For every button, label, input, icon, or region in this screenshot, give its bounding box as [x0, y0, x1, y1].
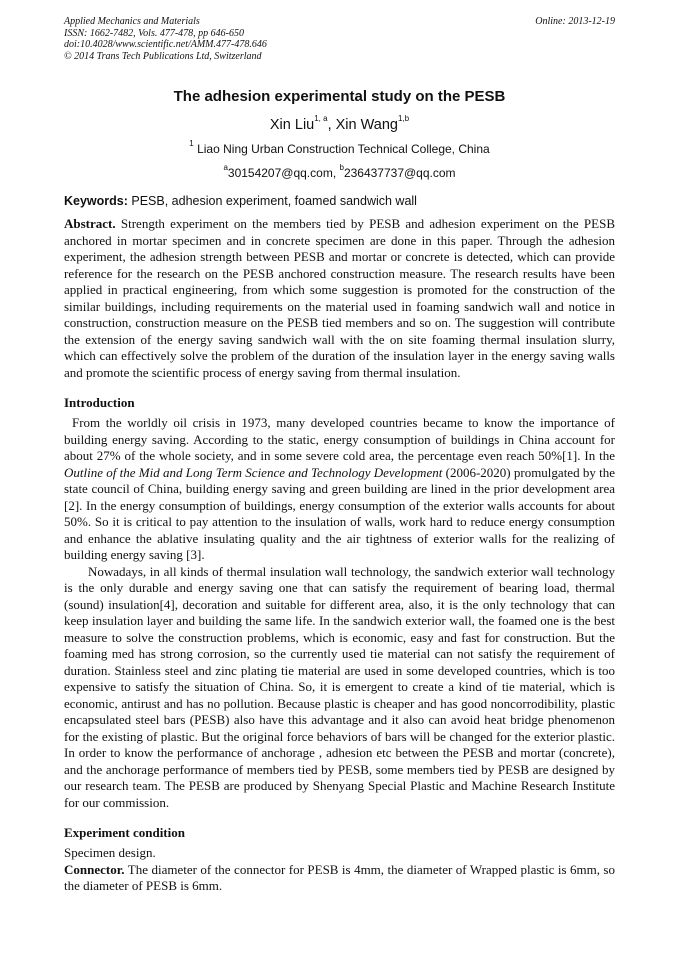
- email-superscript: b: [339, 163, 344, 172]
- author-superscript: 1,b: [397, 114, 410, 123]
- abstract-label: Abstract.: [64, 216, 116, 231]
- intro-italic-title: Outline of the Mid and Long Term Science and Technology Development: [64, 464, 443, 480]
- abstract: [64, 216, 615, 381]
- author-name: Xin Wang: [335, 117, 398, 133]
- affiliation: [64, 139, 615, 156]
- email-address: 30154207@qq.com,: [227, 166, 340, 180]
- intro-paragraph-2: Nowadays, in all kinds of thermal insulation wall technology, the sandwich exterior wall technology is the only durable and energy saving one that can satisfy the requirement of bearing load, thermal (sound) insulation[4], decoration and suitable for different area, also, it is the only technology that can keep insulation layer and building the same life. In the sandwich exterior wall, the foamed one is the best measure to solve the construction problems, which is economic, easy and fast for construction. But the foaming med has strong corrosion, so the currently used tie material can not satisfy the requirement of duration. Stainless steel and zinc plating tie material are used in some developed countries, which is too expensive to satisfy the situation of China. So, it is emergent to create a kind of tie material, which is economic, antirust and has no pollution. Because plastic is cheaper and has good noncorrodibility, plastic encapsulated steel bars (PESB) also have this advantage and it also can avoid heat bridge phenomenon for the existing of plastic. But the original force behaviors of bars will be changed for the exterior plastic. In order to know the performance of anchorage , adhesion etc between the PESB and mortar (concrete), and the anchorage performance of members tied by PESB, some members tied by PESB are designed by our research team. The PESB are produced by Shenyang Special Plastic and Machine Research Institute for our commission.: [64, 563, 615, 810]
- section-heading-experiment: Experiment condition: [64, 825, 185, 840]
- keywords-text: PESB, adhesion experiment, foamed sandwich wall: [127, 194, 417, 208]
- intro-text: From the worldly oil crisis in 1973, many developed countries became to know the importance of building energy saving. According to the static, energy consumption of buildings in China account for about 27% of the whole society, and in some severe cold area, the percentage even reach 50%[1]. In the: [64, 415, 615, 463]
- intro-text: (2006-2020) promulgated by the state council of China, building energy saving and green building are lined in the prior development area [2]. In the energy consumption of buildings, energy consumption of the exterior walls accounts for about 50%. So it is critical to pay attention to the insulation of walls, work hard to reduce energy consumption and enhance the ablative insulating quality and the air tightness of exterior walls for the realizing of building energy saving [3].: [64, 464, 615, 562]
- email-line: [64, 163, 615, 180]
- journal-header: [64, 16, 615, 62]
- connector-text: The diameter of the connector for PESB is 4mm, the diameter of Wrapped plastic is 6mm, so the diameter of PESB is 6mm.: [64, 861, 615, 893]
- author-line: [64, 114, 615, 133]
- author-superscript: 1, a: [314, 114, 328, 123]
- copyright-line: © 2014 Trans Tech Publications Ltd, Switzerland: [64, 50, 262, 62]
- section-heading-introduction: Introduction: [64, 395, 135, 410]
- journal-name: Applied Mechanics and Materials: [64, 16, 200, 27]
- email-superscript: a: [223, 163, 228, 172]
- abstract-text: Strength experiment on the members tied by PESB and adhesion experiment on the PESB anchored in mortar specimen and in concrete specimen are done in this paper. Through the adhesion experiment, the adhesion strength between PESB and mortar or concrete is detected, which can provide reference for the research on the PESB anchored construction measure. The research results have been applied in practical engineering, from which some suggestion is promoted for the construction of the similar buildings, including requirements on the material used in foaming sandwich wall and notice in construction, construction measure on the PESB tied members and so on. The suggestion will contribute the extension of the energy saving sandwich wall with the on site foaming thermal insulation slurry, which can effectively solve the problem of the duration of the insulation layer in the energy saving walls and promote the scientific process of energy saving from thermal insulation.: [64, 216, 615, 380]
- paper-title: The adhesion experimental study on the PESB: [173, 88, 506, 105]
- author-name: Xin Liu: [269, 117, 315, 133]
- affiliation-text: Liao Ning Urban Construction Technical College, China: [193, 142, 490, 156]
- online-date: Online: 2013-12-19: [535, 16, 615, 27]
- keywords: [64, 194, 615, 208]
- email-address: 236437737@qq.com: [343, 166, 456, 180]
- connector-label: Connector.: [64, 861, 125, 877]
- author-separator: ,: [327, 117, 336, 133]
- paper-page: [64, 16, 615, 895]
- specimen-design: Specimen design.: [64, 845, 156, 860]
- doi-line: doi:10.4028/www.scientific.net/AMM.477-478.646: [64, 39, 267, 50]
- intro-paragraph-1: [64, 415, 615, 564]
- connector-paragraph: [64, 862, 615, 895]
- keywords-label: Keywords:: [64, 194, 128, 208]
- issn-line: ISSN: 1662-7482, Vols. 477-478, pp 646-650: [64, 27, 244, 39]
- affiliation-superscript: 1: [189, 139, 194, 148]
